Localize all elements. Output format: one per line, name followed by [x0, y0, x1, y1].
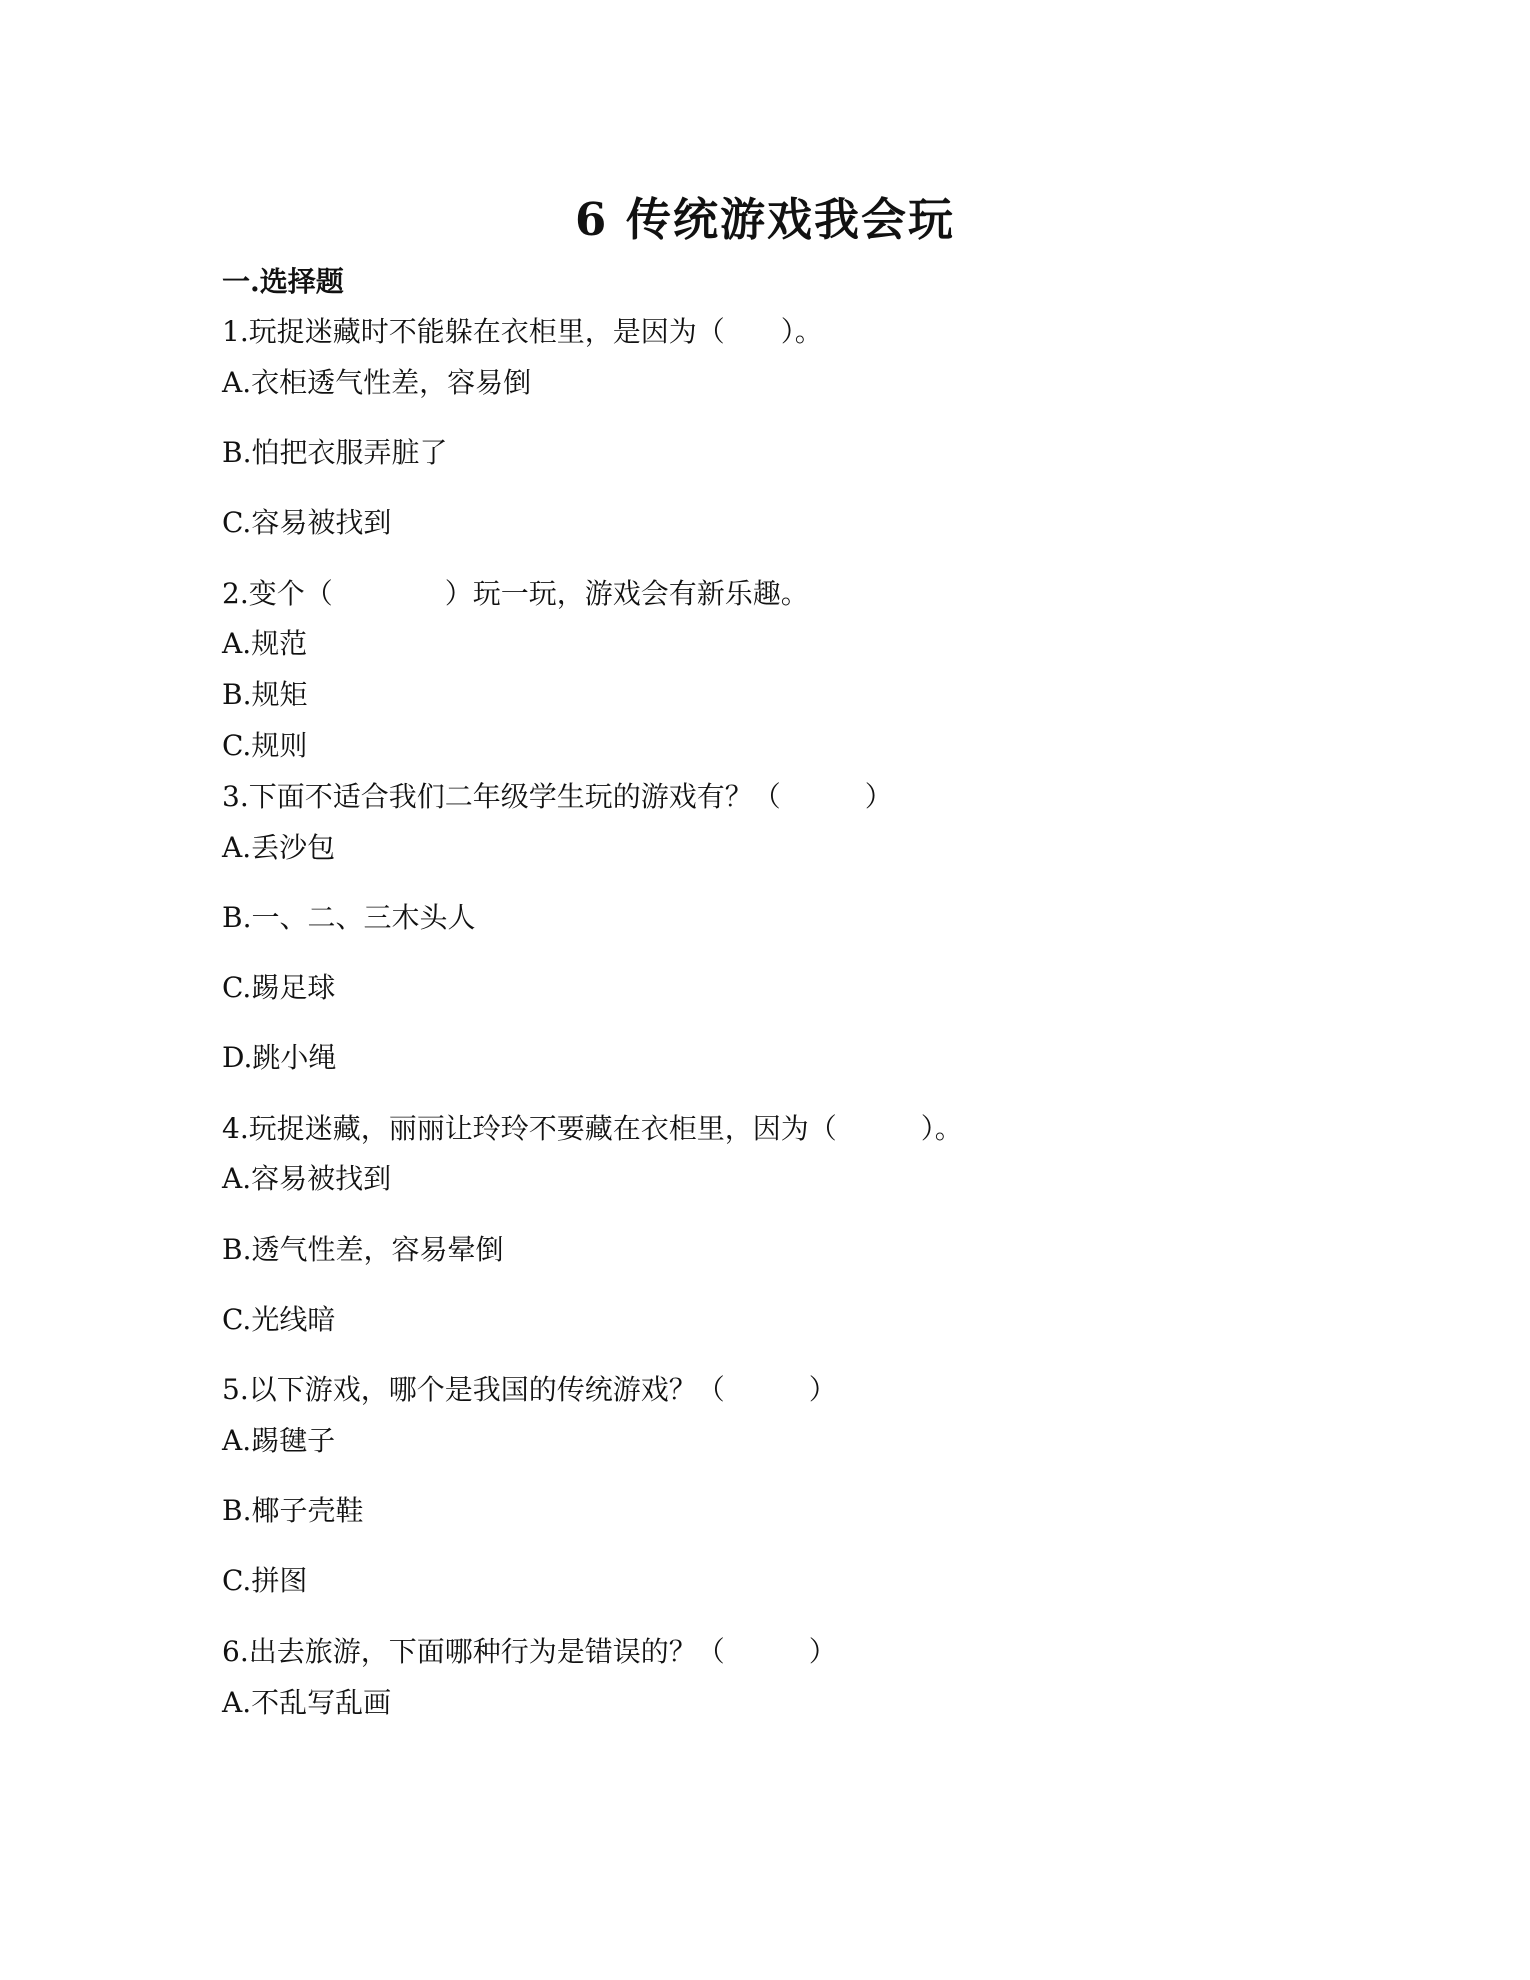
- question-5-option-c: C.拼图: [222, 1564, 308, 1597]
- page-title: 6 传统游戏我会玩: [575, 193, 955, 246]
- question-5-option-b: B.椰子壳鞋: [222, 1494, 364, 1527]
- question-1: 1.玩捉迷藏时不能躲在衣柜里，是因为（ ）。: [222, 315, 823, 348]
- question-6: 6.出去旅游，下面哪种行为是错误的？（ ）: [222, 1635, 837, 1668]
- question-2-option-a: A.规范: [222, 627, 308, 660]
- question-3-option-c: C.踢足球: [222, 971, 336, 1004]
- question-5: 5.以下游戏，哪个是我国的传统游戏？（ ）: [222, 1373, 837, 1406]
- question-1-option-c: C.容易被找到: [222, 506, 392, 539]
- question-3-option-d: D.跳小绳: [222, 1041, 337, 1074]
- question-4: 4.玩捉迷藏，丽丽让玲玲不要藏在衣柜里，因为（ ）。: [222, 1112, 963, 1145]
- question-2-option-b: B.规矩: [222, 678, 308, 711]
- question-2: 2.变个（ ）玩一玩，游戏会有新乐趣。: [222, 577, 809, 610]
- question-1-option-b: B.怕把衣服弄脏了: [222, 436, 448, 469]
- question-5-option-a: A.踢毽子: [222, 1424, 336, 1457]
- question-3-option-a: A.丢沙包: [222, 831, 336, 864]
- question-4-option-c: C.光线暗: [222, 1303, 336, 1336]
- question-4-option-a: A.容易被找到: [222, 1162, 392, 1195]
- question-1-option-a: A.衣柜透气性差，容易倒: [222, 366, 532, 399]
- question-6-option-a: A.不乱写乱画: [222, 1686, 392, 1719]
- question-3-option-b: B.一、二、三木头人: [222, 901, 476, 934]
- question-4-option-b: B.透气性差，容易晕倒: [222, 1233, 504, 1266]
- section-heading: 一.选择题: [222, 265, 344, 298]
- question-3: 3.下面不适合我们二年级学生玩的游戏有？（ ）: [222, 780, 893, 813]
- question-2-option-c: C.规则: [222, 729, 308, 762]
